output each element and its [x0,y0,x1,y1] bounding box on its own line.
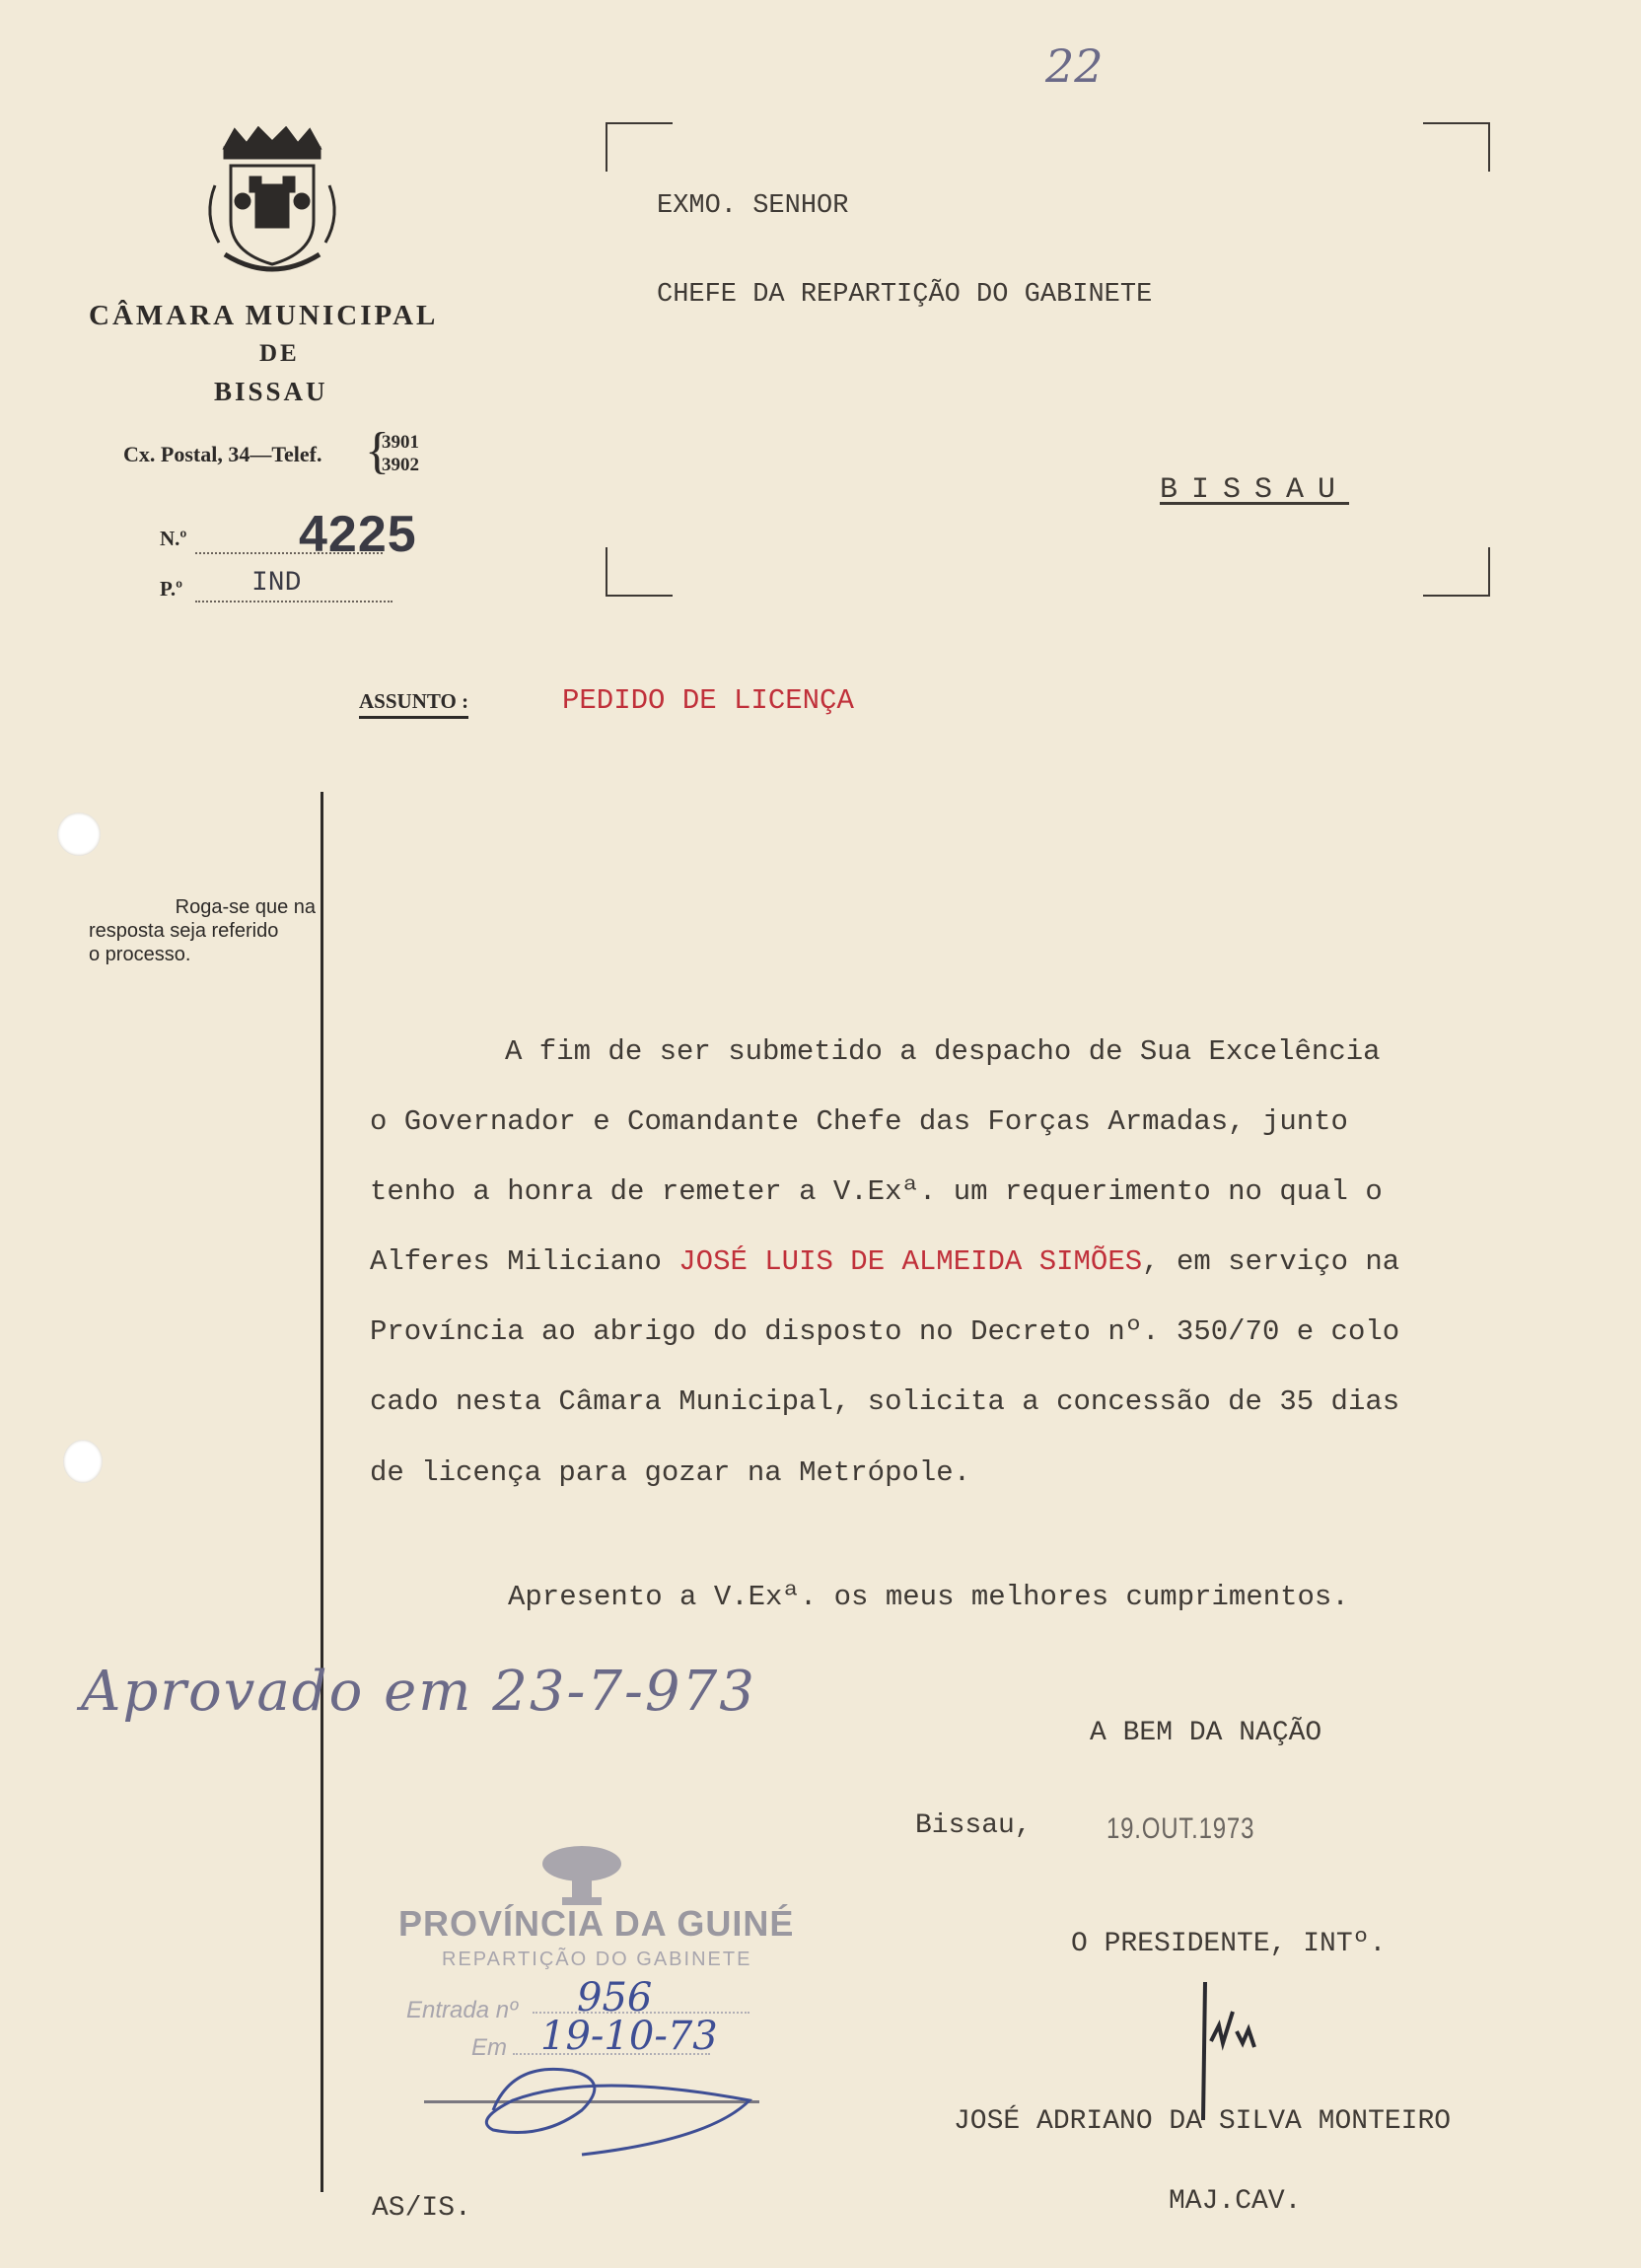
municipal-crest-icon [195,126,349,280]
stamp-department: REPARTIÇÃO DO GABINETE [442,1949,752,1970]
phone-number-2: 3902 [382,455,419,475]
number-value: 4225 [299,506,417,563]
date-stamp: 19.OUT.1973 [1106,1812,1255,1845]
margin-note-line: o processo. [89,944,191,965]
stamp-entry-label: Entrada nº [406,1997,518,2023]
number-label: N.º [160,527,187,550]
institution-title: CÂMARA MUNICIPAL [89,300,439,331]
regards-line: Apresento a V.Exª. os meus melhores cumprimentos. [508,1581,1349,1613]
body-line: cado nesta Câmara Municipal, solicita a concessão de 35 dias [370,1385,1400,1418]
margin-note [89,895,316,966]
handwritten-approval: Aprovado em 23-7-973 [81,1660,756,1724]
addressee-title: CHEFE DA REPARTIÇÃO DO GABINETE [657,280,1153,310]
address-bracket-top-right [1423,122,1490,172]
typist-initials: AS/IS. [372,2193,471,2224]
address-bracket-bottom-right [1423,547,1490,597]
addressee-salutation: EXMO. SENHOR [657,191,849,221]
paraph-icon [454,2031,779,2160]
signer-name: JOSÉ ADRIANO DA SILVA MONTEIRO [954,2106,1452,2137]
stamp-entry-number: 956 [577,1975,653,2020]
body-line: Província ao abrigo do disposto no Decreto nº. 350/70 e colo [370,1315,1400,1348]
phone-brace: { [365,423,390,479]
address-bracket-top-left [606,122,673,172]
address-bracket-bottom-left [606,547,673,597]
signer-title: O PRESIDENTE, INTº. [1071,1929,1387,1959]
stamp-date-value: 19-10-73 [540,2014,718,2059]
margin-rule [321,792,323,2192]
body-text: Alferes Miliciano [370,1245,679,1278]
punch-hole [57,813,101,856]
subject-value: PEDIDO DE LICENÇA [562,684,854,717]
institution-de: DE [259,340,300,367]
addressee-city: BISSAU [1160,473,1350,507]
margin-note-line: resposta seja referido [89,920,279,942]
institution-city: BISSAU [214,377,328,406]
process-label: P.º [160,577,183,601]
process-dotted-line [195,601,392,602]
body-line: o Governador e Comandante Chefe das Forças Armadas, junto [370,1105,1348,1138]
body-line: tenho a honra de remeter a V.Exª. um requerimento no qual o [370,1175,1383,1208]
postal-info: Cx. Postal, 34—Telef. [123,442,322,466]
body-line: de licença para gozar na Metrópole. [370,1456,971,1489]
margin-note-line: Roga-se que na [175,896,316,918]
phone-number-1: 3901 [382,432,419,453]
body-line: A fim de ser submetido a despacho de Sua Excelência [505,1035,1381,1068]
body-line [370,1245,1399,1278]
punch-hole [63,1440,103,1483]
body-text: , em serviço na [1142,1245,1400,1278]
subject-label: ASSUNTO : [359,689,468,719]
stamp-date-label: Em [471,2034,507,2061]
process-value: IND [251,568,302,599]
closing-motto: A BEM DA NAÇÃO [1090,1718,1322,1748]
applicant-name: JOSÉ LUIS DE ALMEIDA SIMÕES [678,1245,1143,1278]
stamp-emblem-icon [533,1834,631,1913]
stamp-province: PROVÍNCIA DA GUINÉ [398,1903,795,1944]
closing-place: Bissau, [915,1810,1032,1841]
page-number: 22 [1045,39,1104,93]
signer-rank: MAJ.CAV. [1169,2186,1302,2217]
